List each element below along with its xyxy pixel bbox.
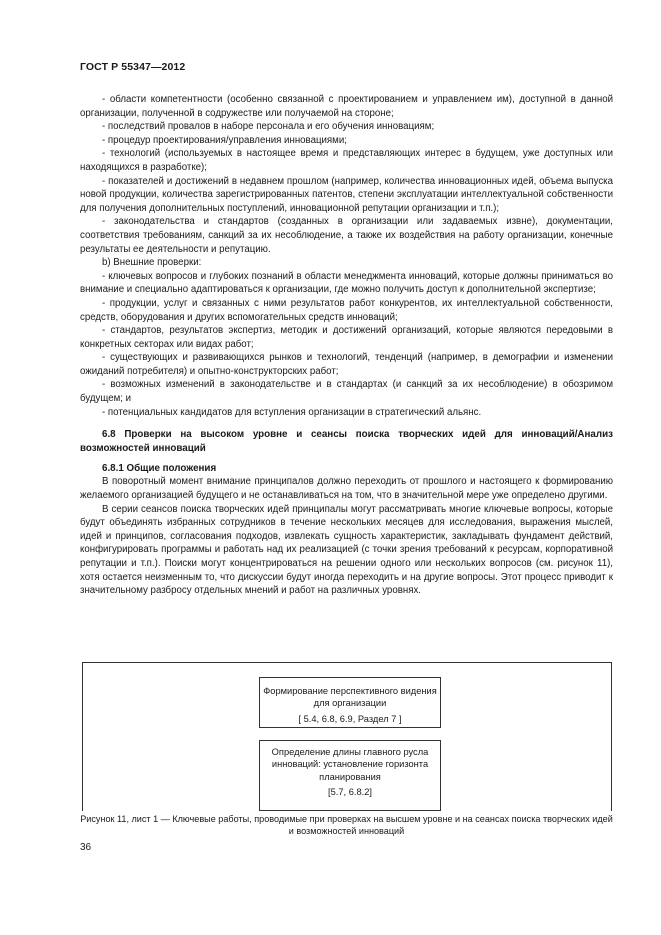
figure-box-ref: [5.7, 6.8.2] xyxy=(328,787,372,798)
document-body xyxy=(80,93,613,598)
list-item: - процедур проектирования/управления инновациями; xyxy=(102,134,347,146)
list-item: - потенциальных кандидатов для вступления организации в стратегический альянс. xyxy=(102,406,482,418)
figure-caption: Рисунок 11, лист 1 — Ключевые работы, проводимые при проверках на высшем уровне и на сеансах поиска творческих идей и возможностей инноваций xyxy=(80,814,613,837)
figure-box-ref: [ 5.4, 6.8, 6.9, Раздел 7 ] xyxy=(298,713,402,724)
document-header: ГОСТ Р 55347—2012 xyxy=(80,61,186,73)
figure-box-text: Формирование перспективного видения для организации xyxy=(263,686,437,709)
body-paragraph: В серии сеансов поиска творческих идей принципалы могут рассматривать многие ключевые вопросы, которые будут объединять избранных сотрудников в течение нескольких месяцев для исследования, выражения мыслей, идей и принципов, согласования подходов, извлекать сущность характеристик, закладывать фундамент действий, конфигурировать программы и работать над их реализацией (с точки зрения требований к ресурсам, корпоративной репутации и т.п.). Поиски могут концентрироваться на решении одного или нескольких вопросов (см. рисунок 11), хотя остается неизменным то, что дискуссии будут иногда переходить и на другие вопросы. Этот процесс приводит к значительному разбросу отдельных мнений и работ на различных уровнях. xyxy=(80,503,613,597)
section-heading: 6.8 Проверки на высоком уровне и сеансы поиска творческих идей для инноваций/Анализ возможностей инноваций xyxy=(80,429,613,454)
figure-box-vision xyxy=(259,677,441,728)
list-item: - последствий провалов в наборе персонала и его обучения инновациям; xyxy=(102,121,435,133)
list-heading: b) Внешние проверки: xyxy=(102,257,202,269)
list-item: - ключевых вопросов и глубоких познаний в области менеджмента инноваций, которые должны приниматься во внимание и специально адаптироваться к организации, где можно получить доступ к дополнительной экспертизе; xyxy=(80,270,613,296)
list-item: - законодательства и стандартов (созданных в организации или задаваемых извне), документации, соответствия требованиям, санкций за их несоблюдение, а также их воздействия на работу организации, конечные результаты ее деятельности и репутацию. xyxy=(80,216,613,255)
figure-11-frame xyxy=(82,662,612,811)
list-item: - области компетентности (особенно связанной с проектированием и управлением им), доступной в данной организации, полученной в содружестве или получаемой на стороне; xyxy=(80,94,613,119)
list-item: - существующих и развивающихся рынков и технологий, тенденций (например, в демографии и изменении ожиданий потребителя) и опытно-конструкторских работ; xyxy=(80,352,613,377)
list-item: - возможных изменений в законодательстве и в стандартах (и санкций за их несоблюдение) в обозримом будущем; и xyxy=(80,379,613,405)
figure-box-horizon xyxy=(259,740,441,811)
list-item: - продукции, услуг и связанных с ними результатов работ конкурентов, их интеллектуальной собственности, средств, оборудования и других вспомогательных средств инноваций; xyxy=(80,297,613,323)
body-paragraph: В поворотный момент внимание принципалов должно переходить от прошлого и настоящего к формированию желаемого организацией будущего и не останавливаться на том, что в значительной мере уже определено другими. xyxy=(80,476,613,502)
list-item: - стандартов, результатов экспертиз, методик и достижений организаций, которые являются передовыми в конкретных секторах или видах работ; xyxy=(80,325,613,350)
page-number: 36 xyxy=(80,842,92,853)
list-item: - показателей и достижений в недавнем прошлом (например, количества инновационных идей, объема выпуска новой продукции, количества зарегистрированных патентов, степени эксплуатации интеллектуальной собственности для получения дополнительных поступлений, инновационной репутации организации и т.п.); xyxy=(80,175,613,214)
list-item: - технологий (используемых в настоящее время и представляющих интерес в будущем, уже доступных или находящихся в разработке); xyxy=(80,148,613,173)
subsection-heading: 6.8.1 Общие положения xyxy=(102,463,217,475)
figure-box-text: Определение длины главного русла инноваций: установление горизонта планирования xyxy=(271,747,429,782)
